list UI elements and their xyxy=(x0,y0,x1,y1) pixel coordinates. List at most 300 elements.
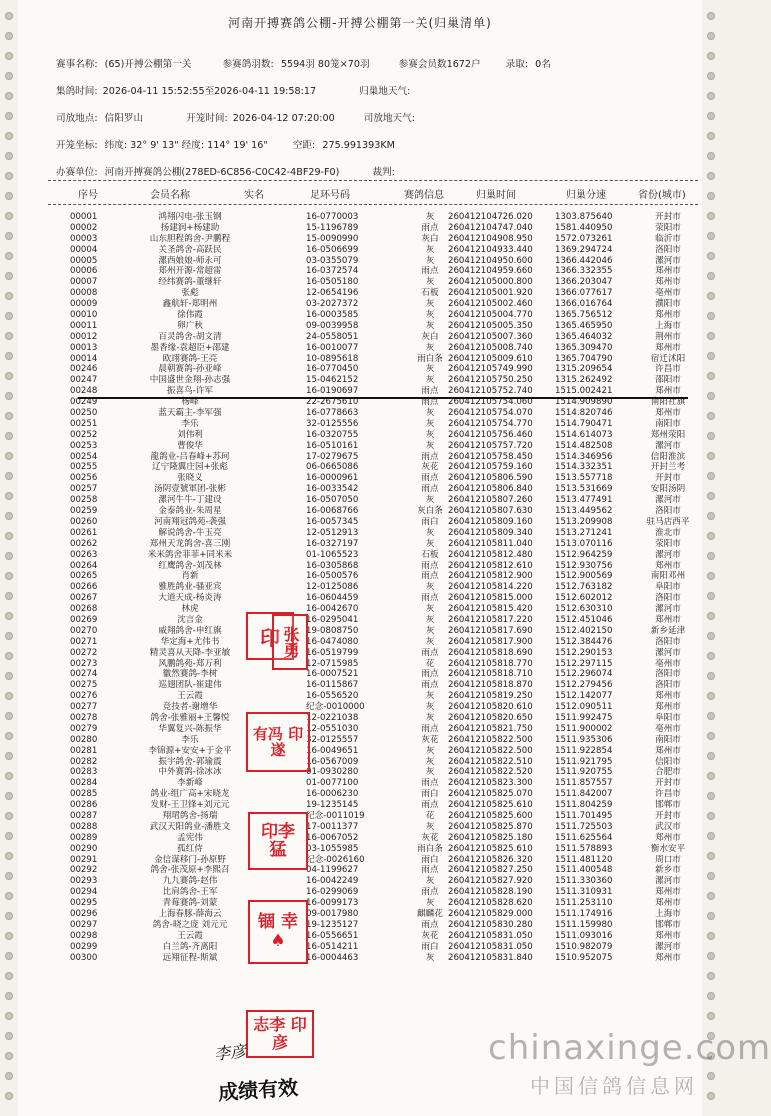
cell-name: 沈言金 xyxy=(177,614,203,625)
cell-speed: 1514.909890 xyxy=(555,397,613,408)
cell-time: 260412105827.920 xyxy=(448,876,533,887)
cell-speed: 1511.701495 xyxy=(555,810,613,821)
cell-seq: 00258 xyxy=(70,495,98,506)
cell-speed: 1512.964259 xyxy=(555,549,613,560)
table-row xyxy=(48,735,698,746)
cell-time: 260412105008.740 xyxy=(448,342,533,353)
cell-city: 洛阳市 xyxy=(655,593,681,604)
cell-seq: 00247 xyxy=(70,375,98,386)
table-row xyxy=(48,495,698,506)
cell-time: 260412105750.250 xyxy=(448,375,533,386)
table-row xyxy=(48,778,698,789)
cell-city: 许昌市 xyxy=(655,364,681,375)
table-row xyxy=(48,462,698,473)
cell-ring: 16-0115867 xyxy=(306,680,359,691)
feed-hole xyxy=(5,32,13,40)
cell-speed: 1366.332355 xyxy=(555,266,613,277)
table-row xyxy=(48,386,698,397)
cell-name: 华翼复兴-陈振华 xyxy=(158,723,222,734)
table-row xyxy=(48,452,698,463)
feed-hole xyxy=(5,892,13,900)
cell-seq: 00256 xyxy=(70,473,98,484)
feed-hole xyxy=(5,452,13,460)
feed-hole xyxy=(5,792,13,800)
cell-seq: 00296 xyxy=(70,909,98,919)
cell-ring: 16-0299069 xyxy=(306,887,359,898)
feed-hole xyxy=(5,172,13,180)
cell-col: 灰白条 xyxy=(417,506,443,517)
cell-name: 比肩鸽舍-王军 xyxy=(162,887,218,898)
cell-seq: 00257 xyxy=(70,484,98,495)
cell-seq: 00282 xyxy=(70,756,98,767)
cell-time: 260412105009.610 xyxy=(448,353,533,364)
cell-time: 260412105826.320 xyxy=(448,854,533,865)
cell-city: 荥阳市 xyxy=(655,222,681,233)
cell-seq: 00299 xyxy=(70,941,98,952)
cell-name: 翔珺鸽舍-扬瑞 xyxy=(162,810,218,821)
col-bird-info: 赛鸽信息 xyxy=(404,190,444,201)
feed-hole xyxy=(5,652,13,660)
cell-seq: 00264 xyxy=(70,560,98,571)
feed-hole xyxy=(707,852,715,860)
feed-hole xyxy=(5,432,13,440)
cell-speed: 1366.016764 xyxy=(555,299,613,310)
cell-name: 李乐 xyxy=(181,734,199,745)
cell-name: 孟宪伟 xyxy=(177,832,203,843)
cell-city: 郑州市 xyxy=(655,342,681,353)
cell-col: 灰 xyxy=(425,712,435,723)
cell-name: 金信谋移门-孙原野 xyxy=(154,854,226,865)
seal-stamp: 有冯 印遂 xyxy=(246,712,310,772)
feed-hole xyxy=(5,532,13,540)
table-row xyxy=(48,648,698,659)
cell-city: 淮北市 xyxy=(655,527,681,538)
cell-speed: 1513.531669 xyxy=(555,484,613,495)
cell-speed: 1513.209908 xyxy=(555,516,613,527)
cell-seq: 00288 xyxy=(70,821,98,832)
cell-time: 260412105830.280 xyxy=(448,919,533,930)
cell-col: 雨点 xyxy=(421,397,439,408)
cell-city: 邵阳市 xyxy=(655,375,681,386)
cell-city: 阜阳市 xyxy=(655,712,681,723)
cell-name: 精灵喜从天降-李亚敏 xyxy=(149,647,231,658)
cell-ring: 12-0654196 xyxy=(306,288,359,299)
cell-speed: 1511.921795 xyxy=(555,756,613,767)
cell-name: 鑫航轩-郑明州 xyxy=(162,299,218,310)
table-row xyxy=(48,659,698,670)
cell-city: 洛阳市 xyxy=(655,506,681,517)
cell-col: 灰 xyxy=(425,538,435,549)
seal-stamp: 志李 印彦 xyxy=(246,1010,314,1058)
feed-hole xyxy=(707,12,715,20)
cell-city: 亳州市 xyxy=(655,658,681,669)
table-row xyxy=(48,767,698,778)
cell-speed: 1511.253110 xyxy=(555,898,613,909)
cell-ring: 16-0519799 xyxy=(306,647,359,658)
cell-city: 周口市 xyxy=(655,854,681,865)
cell-time: 260412104959.660 xyxy=(448,266,533,277)
table-row xyxy=(48,212,698,223)
cell-time: 260412105825.070 xyxy=(448,789,533,800)
cell-ring: 16-0010077 xyxy=(306,342,359,353)
table-row xyxy=(48,321,698,332)
cell-city: 南阳社旗 xyxy=(650,397,686,408)
cell-col: 雨点 xyxy=(421,865,439,876)
table-row xyxy=(48,288,698,299)
cell-seq: 00300 xyxy=(70,952,98,963)
cell-ring: 17-0011377 xyxy=(306,821,359,832)
handwritten-note: 成绩有效 xyxy=(217,1075,299,1105)
table-row xyxy=(48,256,698,267)
cell-col: 灰 xyxy=(425,375,435,386)
cell-name: 张晓义 xyxy=(177,473,203,484)
table-row xyxy=(48,626,698,637)
cell-seq: 00260 xyxy=(70,516,98,527)
cell-name: 杨峰 xyxy=(181,397,199,408)
feed-hole xyxy=(707,512,715,520)
cell-name: 武汉天阳鸽业-潘胜文 xyxy=(149,821,231,832)
cell-name: 辽宁隆翼庄园+张彪 xyxy=(152,462,228,473)
cell-time: 260412105821.750 xyxy=(448,723,533,734)
cell-name: 巡翅团队-崔建伟 xyxy=(158,680,222,691)
table-row xyxy=(48,920,698,931)
cell-col: 雨点 xyxy=(421,887,439,898)
feed-hole xyxy=(707,892,715,900)
cell-col: 花 xyxy=(425,658,435,669)
cell-seq: 00286 xyxy=(70,800,98,811)
cell-seq: 00004 xyxy=(70,244,98,255)
feed-hole xyxy=(5,332,13,340)
collect-value: 2026-04-11 15:52:55至2026-04-11 19:58:17 xyxy=(102,86,317,97)
cell-name: 李锦源+安安+于金平 xyxy=(148,745,232,756)
cell-speed: 1365.464032 xyxy=(555,331,613,342)
cell-seq: 00268 xyxy=(70,604,98,615)
race-name-value: (65)开搏公棚第一关 xyxy=(104,59,192,70)
cell-ring: 16-0067052 xyxy=(306,832,359,843)
feed-hole xyxy=(707,312,715,320)
feed-hole xyxy=(707,32,715,40)
cell-ring: 纪念-0011019 xyxy=(306,810,365,821)
table-row xyxy=(48,833,698,844)
cell-city: 洛阳市 xyxy=(655,244,681,255)
cell-time: 260412105754.770 xyxy=(448,418,533,429)
cell-name: 金泰鸽业-朱周星 xyxy=(158,506,222,517)
cell-time: 260412105829.000 xyxy=(448,909,533,919)
cell-name: 鸽舍-晓之庞 刘元元 xyxy=(152,919,228,930)
table-row xyxy=(48,844,698,855)
cell-speed: 1303.875640 xyxy=(555,212,613,222)
cell-speed: 1511.400548 xyxy=(555,865,613,876)
feed-hole xyxy=(707,412,715,420)
cell-speed: 1511.922854 xyxy=(555,745,613,756)
cell-time: 260412105812.610 xyxy=(448,560,533,571)
cell-city: 荆州市 xyxy=(655,331,681,342)
cell-city: 漯河市 xyxy=(655,647,681,658)
cell-col: 灰 xyxy=(425,876,435,887)
cell-ring: 16-0474080 xyxy=(306,636,359,647)
cell-ring: 03-2027372 xyxy=(306,299,359,310)
table-row xyxy=(48,484,698,495)
cell-name: 振喜鸟-许军 xyxy=(166,386,214,397)
cell-name: 河南翔冠鸽苑-袭强 xyxy=(154,516,226,527)
cell-name: 百灵鸽舍-胡文清 xyxy=(158,331,222,342)
cell-time: 260412105822.500 xyxy=(448,734,533,745)
entry-label: 参赛鸽羽数: xyxy=(222,59,274,70)
cell-seq: 00272 xyxy=(70,647,98,658)
cell-seq: 00010 xyxy=(70,310,98,321)
cell-time: 260412105818.870 xyxy=(448,680,533,691)
table-row xyxy=(48,669,698,680)
feed-hole xyxy=(5,272,13,280)
cell-city: 邯郸市 xyxy=(655,800,681,811)
cell-seq: 00252 xyxy=(70,429,98,440)
cell-speed: 1512.296074 xyxy=(555,669,613,680)
watermark-text: 中国信鸽信息网 xyxy=(530,1074,698,1098)
table-row xyxy=(48,539,698,550)
cell-city: 漯河市 xyxy=(655,549,681,560)
seal-stamp: 锢 幸 ♠ xyxy=(248,900,308,964)
cell-name: 九九赛鸽-赵伟 xyxy=(162,876,218,887)
cell-seq: 00003 xyxy=(70,233,98,244)
feed-hole xyxy=(5,152,13,160)
table-row xyxy=(48,942,698,953)
cell-ring: 17-0279675 xyxy=(306,451,359,462)
cell-speed: 1511.725503 xyxy=(555,821,613,832)
cell-speed: 1515.002421 xyxy=(555,386,613,397)
feed-hole xyxy=(707,332,715,340)
cell-seq: 00249 xyxy=(70,397,98,408)
cell-name: 青莓赛鸽-刘蒙 xyxy=(162,898,218,909)
cell-city: 开封市 xyxy=(655,778,681,789)
cell-col: 花 xyxy=(425,810,435,821)
feed-hole xyxy=(707,572,715,580)
feed-hole xyxy=(5,932,13,940)
cell-name: 张彪 xyxy=(181,288,199,299)
cell-speed: 1315.209654 xyxy=(555,364,613,375)
feed-hole xyxy=(5,392,13,400)
table-row xyxy=(48,441,698,452)
cell-ring: 16-0778663 xyxy=(306,408,359,419)
cell-seq: 00294 xyxy=(70,887,98,898)
feed-hole xyxy=(5,812,13,820)
feed-hole xyxy=(5,592,13,600)
cell-time: 260412105818.690 xyxy=(448,647,533,658)
judge-label: 裁判: xyxy=(372,167,395,178)
cell-seq: 00012 xyxy=(70,331,98,342)
feed-hole xyxy=(707,552,715,560)
cell-name: 漯河牛牛-丁建设 xyxy=(158,495,222,506)
cell-speed: 1511.578893 xyxy=(555,843,613,854)
cell-ring: 04-1199627 xyxy=(306,865,359,876)
cell-city: 开封兰考 xyxy=(650,462,686,473)
cell-name: 郑州天龙鸽舍-喜三刚 xyxy=(149,538,231,549)
cell-time: 260412105822.500 xyxy=(448,745,533,756)
cell-ring: 16-0770450 xyxy=(306,364,359,375)
race-name-label: 赛事名称: xyxy=(56,59,98,70)
feed-hole xyxy=(5,112,13,120)
cell-name: 中国盛世金翔-孙志强 xyxy=(149,375,231,386)
feed-hole xyxy=(5,132,13,140)
feed-hole xyxy=(707,212,715,220)
cell-seq: 00014 xyxy=(70,353,98,364)
cell-time: 260412105825.610 xyxy=(448,843,533,854)
cell-seq: 00276 xyxy=(70,691,98,702)
cell-speed: 1512.290153 xyxy=(555,647,613,658)
feed-hole xyxy=(707,592,715,600)
cell-city: 驻马店西平 xyxy=(646,516,690,527)
cell-city: 许昌市 xyxy=(655,789,681,800)
cell-speed: 1366.203047 xyxy=(555,277,613,288)
feed-hole xyxy=(707,232,715,240)
release-weather-label: 司放地天气: xyxy=(363,113,415,124)
table-row xyxy=(48,637,698,648)
cell-city: 宿迁沭阳 xyxy=(650,353,686,364)
cell-seq: 00002 xyxy=(70,222,98,233)
name-seal-stamp: 张勇 xyxy=(272,614,308,670)
cell-seq: 00267 xyxy=(70,593,98,604)
cell-city: 南阳市 xyxy=(655,734,681,745)
cell-col: 灰 xyxy=(425,691,435,702)
feed-hole xyxy=(5,852,13,860)
cell-ring: 22-2675610 xyxy=(306,397,359,408)
feed-hole xyxy=(5,772,13,780)
cell-name: 华定海+尤伟书 xyxy=(160,636,220,647)
cell-time: 260412104950.600 xyxy=(448,255,533,266)
feed-hole xyxy=(707,832,715,840)
cell-ring: 12-0551030 xyxy=(306,723,359,734)
cell-ring: 16-0500576 xyxy=(306,571,359,582)
cell-seq: 00279 xyxy=(70,723,98,734)
cell-ring: 16-0507050 xyxy=(306,495,359,506)
feed-hole xyxy=(707,872,715,880)
feed-hole xyxy=(707,532,715,540)
feed-hole xyxy=(5,472,13,480)
cell-col: 灰 xyxy=(425,636,435,647)
cell-ring: 12-0125086 xyxy=(306,582,359,593)
feed-hole xyxy=(5,972,13,980)
cell-ring: 16-0042670 xyxy=(306,604,359,615)
cell-ring: 03-1055985 xyxy=(306,843,359,854)
cell-speed: 1512.930756 xyxy=(555,560,613,571)
cell-seq: 00269 xyxy=(70,614,98,625)
feed-hole xyxy=(5,312,13,320)
cell-name: 徽然赛鸽-李树 xyxy=(162,669,218,680)
cell-ring: 16-0506699 xyxy=(306,244,359,255)
cell-speed: 1514.482508 xyxy=(555,440,613,451)
cell-speed: 1511.330360 xyxy=(555,876,613,887)
feed-hole xyxy=(5,872,13,880)
feed-hole xyxy=(5,252,13,260)
feed-hole xyxy=(5,1092,13,1100)
table-row xyxy=(48,604,698,615)
cell-ring: 16-0049651 xyxy=(306,745,359,756)
cell-city: 漯河市 xyxy=(655,255,681,266)
cell-city: 新乡市 xyxy=(655,865,681,876)
col-return-time: 归巢时间 xyxy=(476,190,516,201)
feed-hole xyxy=(707,292,715,300)
cell-name: 上海春豚-薛海云 xyxy=(158,909,222,919)
cell-col: 灰 xyxy=(425,527,435,538)
rule-under-header xyxy=(48,204,698,205)
cell-city: 郑州市 xyxy=(655,560,681,571)
cell-time: 260412105807.630 xyxy=(448,506,533,517)
table-row xyxy=(48,506,698,517)
cell-city: 郑州市 xyxy=(655,386,681,397)
cell-speed: 1511.857557 xyxy=(555,778,613,789)
cell-col: 灰 xyxy=(425,255,435,266)
feed-hole xyxy=(707,752,715,760)
cell-seq: 00261 xyxy=(70,527,98,538)
table-row xyxy=(48,266,698,277)
cell-city: 安阳汤阴 xyxy=(650,484,686,495)
cell-time: 260412105004.770 xyxy=(448,310,533,321)
cell-city: 漯河市 xyxy=(655,495,681,506)
cell-col: 雨白 xyxy=(421,941,439,952)
cell-name: 经纬赛鸽-董继轩 xyxy=(158,277,222,288)
feed-hole xyxy=(707,652,715,660)
feed-hole xyxy=(707,612,715,620)
table-row xyxy=(48,855,698,866)
cell-city: 临沂市 xyxy=(655,233,681,244)
cell-col: 雨白 xyxy=(421,516,439,527)
cell-col: 灰花 xyxy=(421,832,439,843)
table-row xyxy=(48,822,698,833)
cell-speed: 1512.090511 xyxy=(555,702,613,713)
cell-seq: 00248 xyxy=(70,386,98,397)
cell-speed: 1581.440950 xyxy=(555,222,613,233)
feed-hole xyxy=(5,832,13,840)
cell-ring: 16-0556520 xyxy=(306,691,359,702)
cell-time: 260412105818.770 xyxy=(448,658,533,669)
feed-hole xyxy=(5,1072,13,1080)
cell-city: 郑州市 xyxy=(655,898,681,909)
cell-ring: 19-0808750 xyxy=(306,625,359,636)
entry-value: 5594羽 80笼×70羽 xyxy=(280,59,370,70)
table-row xyxy=(48,299,698,310)
feed-hole xyxy=(5,232,13,240)
cell-time: 260412105756.460 xyxy=(448,429,533,440)
cell-city: 洛阳市 xyxy=(655,680,681,691)
cell-name: 发财-王卫锋+刘元元 xyxy=(150,800,230,811)
cell-speed: 1366.442046 xyxy=(555,255,613,266)
collect-label: 集鸽时间: xyxy=(56,86,98,97)
feed-hole xyxy=(707,192,715,200)
col-seq: 序号 xyxy=(78,190,98,201)
cell-name: 漯西娘娘-师永可 xyxy=(158,255,222,266)
cell-time: 260412105828.620 xyxy=(448,898,533,909)
cell-ring: 16-0006230 xyxy=(306,789,359,800)
cell-col: 雨点 xyxy=(421,222,439,233)
cell-name: 墨香缘-袁超臣+邵建 xyxy=(150,342,230,353)
cell-name: 欧翊赛鸽-王亮 xyxy=(162,353,218,364)
table-row xyxy=(48,757,698,768)
organizer-label: 办赛单位: xyxy=(56,167,98,178)
cell-city: 洛阳市 xyxy=(655,636,681,647)
table-row xyxy=(48,473,698,484)
cell-ring: 10-0895618 xyxy=(306,353,359,364)
cell-col: 灰 xyxy=(425,745,435,756)
cell-name: 红鹰鸽舍-刘茂林 xyxy=(158,560,222,571)
feed-hole xyxy=(5,992,13,1000)
feed-hole xyxy=(707,352,715,360)
feed-hole xyxy=(707,732,715,740)
cell-ring: 16-0372574 xyxy=(306,266,359,277)
cell-speed: 1512.900569 xyxy=(555,571,613,582)
table-row xyxy=(48,408,698,419)
feed-hole xyxy=(707,452,715,460)
cell-ring: 16-0305868 xyxy=(306,560,359,571)
cell-city: 郑州市 xyxy=(655,614,681,625)
